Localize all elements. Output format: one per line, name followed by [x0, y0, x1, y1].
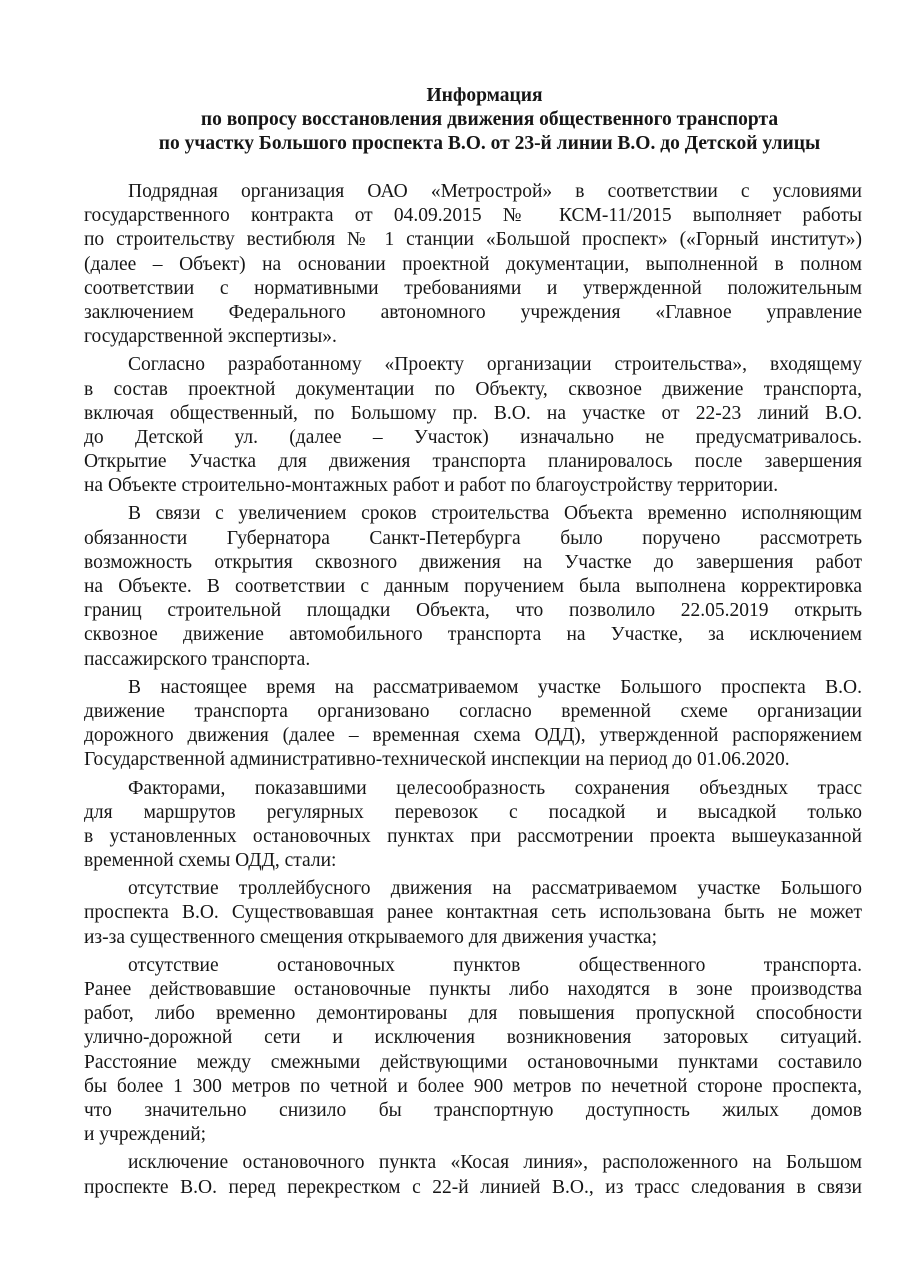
document-title: Информация [426, 85, 543, 106]
paragraph [84, 502, 862, 671]
paragraph-line: что значительно снизило бы транспортную доступность жилых домов [84, 1099, 862, 1121]
paragraph-line: Подрядная организация ОАО «Метрострой» в соответствии с условиями [128, 181, 862, 202]
paragraph-line: временной схемы ОДД, стали: [84, 850, 337, 872]
paragraph-line: Расстояние между смежными действующими остановочными пунктами составило [84, 1051, 862, 1073]
paragraph [84, 676, 862, 773]
paragraph-line: (далее – Объект) на основании проектной документации, выполненной в полном [84, 253, 862, 275]
paragraph-line: отсутствие троллейбусного движения на рассматриваемом участке Большого [128, 878, 862, 900]
paragraph [84, 1151, 862, 1199]
paragraph-line: бы более 1 300 метров по четной и более 900 метров по нечетной стороне проспекта, [84, 1075, 862, 1097]
paragraph-line: Государственной административно-технической инспекции на период до 01.06.2020. [84, 749, 790, 771]
paragraph-line: из-за существенного смещения открываемого для движения участка; [84, 926, 658, 948]
paragraph [84, 180, 862, 349]
paragraph-line: обязанности Губернатора Санкт-Петербурга было поручено рассмотреть [84, 527, 862, 549]
paragraph-line: заключением Федерального автономного учреждения «Главное управление [84, 301, 862, 323]
paragraph-line: дорожного движения (далее – временная схема ОДД), утвержденной распоряжением [84, 725, 862, 747]
paragraph-line: в состав проектной документации по Объекту, сквозное движение транспорта, [84, 378, 862, 400]
paragraph-line: и учреждений; [84, 1124, 207, 1146]
paragraph-line: государственной экспертизы». [84, 326, 337, 348]
paragraph-line: Факторами, показавшими целесообразность сохранения объездных трасс [128, 777, 862, 799]
paragraph-line: сквозное движение автомобильного транспорта на Участке, за исключением [84, 624, 862, 646]
paragraph-line: включая общественный, по Большому пр. В.О. на участке от 22-23 линий В.О. [84, 402, 862, 424]
paragraph-line: исключение остановочного пункта «Косая линия», расположенного на Большом [128, 1152, 862, 1174]
paragraph-line: пассажирского транспорта. [84, 648, 311, 670]
document-header [0, 84, 909, 156]
paragraph [84, 777, 862, 874]
paragraph-line: улично-дорожной сети и исключения возникновения заторовых ситуаций. [84, 1027, 862, 1049]
paragraph-line: для маршрутов регулярных перевозок с посадкой и высадкой только [84, 801, 862, 823]
paragraph-line: на Объекте. В соответствии с данным поручением была выполнена корректировка [84, 576, 862, 597]
document-subtitle-line-2: по участку Большого проспекта В.О. от 23-й линии В.О. до Детской улицы [158, 133, 821, 154]
paragraph [84, 954, 862, 1148]
paragraph-line: границ строительной площадки Объекта, что позволило 22.05.2019 открыть [84, 600, 862, 622]
paragraph-line: проспекте В.О. перед перекрестком с 22-й линией В.О., из трасс следования в связи [84, 1176, 862, 1198]
paragraph-line: до Детской ул. (далее – Участок) изначально не предусматривалось. [84, 426, 862, 448]
paragraph [84, 877, 862, 950]
document-subtitle-line-1: по вопросу восстановления движения общественного транспорта [200, 109, 779, 130]
paragraph-line: на Объекте строительно-монтажных работ и работ по благоустройству территории. [84, 475, 779, 497]
paragraph-line: Ранее действовавшие остановочные пункты либо находятся в зоне производства [84, 979, 862, 1000]
paragraph-line: В настоящее время на рассматриваемом участке Большого проспекта В.О. [128, 676, 862, 698]
paragraph-line: по строительству вестибюля № 1 станции «Большой проспект» («Горный институт») [84, 229, 862, 251]
paragraph-line: проспекта В.О. Существовавшая ранее контактная сеть использована быть не может [84, 902, 862, 924]
paragraph-line: возможность открытия сквозного движения на Участке до завершения работ [84, 551, 862, 573]
paragraph-line: Открытие Участка для движения транспорта планировалось после завершения [84, 451, 862, 473]
paragraph [84, 353, 862, 498]
paragraph-line: государственного контракта от 04.09.2015 № КСМ-11/2015 выполняет работы [84, 205, 862, 227]
paragraph-line: отсутствие остановочных пунктов общественного транспорта. [128, 954, 862, 976]
paragraph-line: в установленных остановочных пунктах при рассмотрении проекта вышеуказанной [84, 825, 862, 847]
paragraph-line: Согласно разработанному «Проекту организации строительства», входящему [128, 354, 862, 376]
paragraph-line: движение транспорта организовано согласно временной схеме организации [84, 700, 862, 722]
paragraph-line: В связи с увеличением сроков строительства Объекта временно исполняющим [128, 503, 862, 525]
paragraph-line: работ, либо временно демонтированы для повышения пропускной способности [84, 1003, 862, 1025]
paragraph-line: соответствии с нормативными требованиями и утвержденной положительным [84, 277, 862, 299]
document-body [84, 180, 862, 1204]
